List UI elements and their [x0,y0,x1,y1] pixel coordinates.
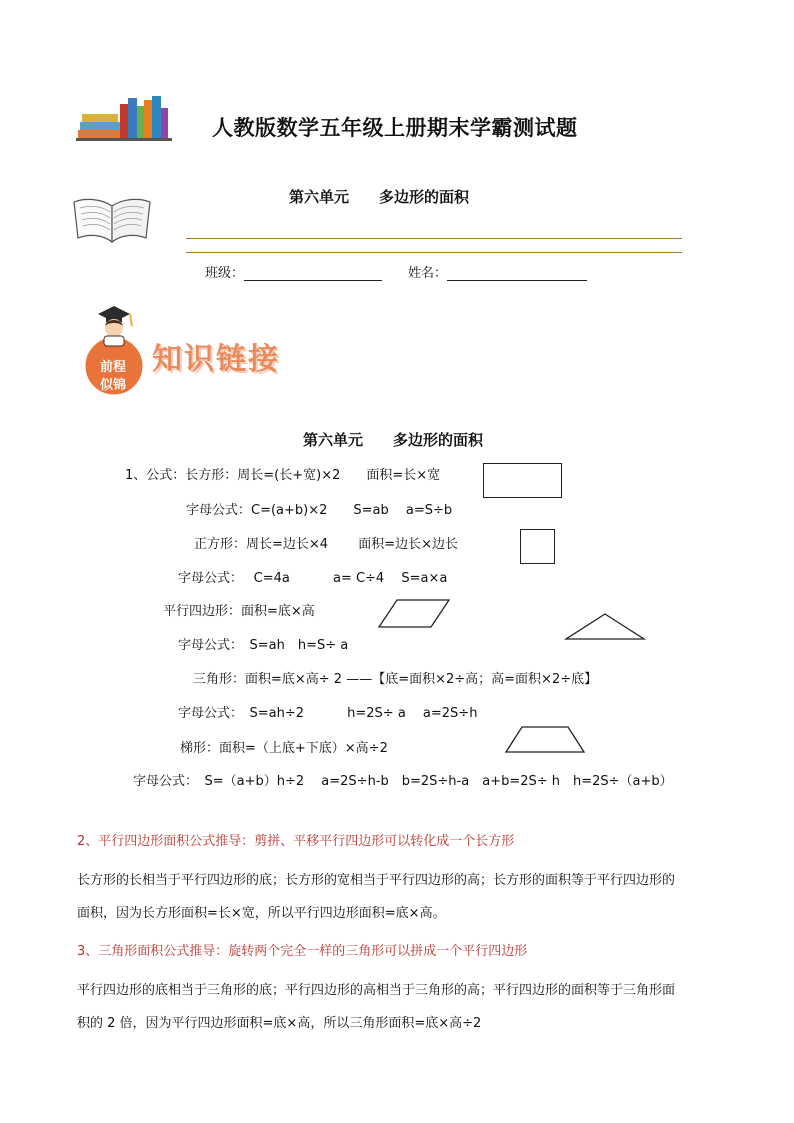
square-shape [520,529,555,564]
divider-line [186,238,682,239]
trapezoid-letter-formula: 字母公式： S=（a+b）h÷2 a=2S÷h-b b=2S÷h-a a+b=2S÷ h h=2S÷（a+b） [133,774,673,789]
parallelogram-letter-formula: 字母公式： S=ah h=S÷ a [178,638,349,653]
name-input[interactable] [447,266,587,281]
books-logo-icon [76,94,176,142]
triangle-derivation-title: 3、三角形面积公式推导：旋转两个完全一样的三角形可以拼成一个平行四边形 [77,944,528,959]
parallelogram-formula: 平行四边形：面积=底×高 [163,604,315,619]
knowledge-link-heading: 知识链接 [152,342,280,377]
triangle-letter-formula: 字母公式： S=ah÷2 h=2S÷ a a=2S÷h [178,706,478,721]
parallelogram-derivation-text: 面积，因为长方形面积=长×宽，所以平行四边形面积=底×高。 [77,906,446,921]
divider-line [186,252,682,253]
unit-name: 多边形的面积 [379,188,470,206]
trapezoid-shape [504,726,586,754]
parallelogram-derivation-title: 2、平行四边形面积公式推导：剪拼、平移平行四边形可以转化成一个长方形 [77,834,515,849]
open-book-icon [70,194,154,246]
trapezoid-formula: 梯形：面积=（上底+下底）×高÷2 [180,741,388,756]
page-title: 人教版数学五年级上册期末学霸测试题 [212,115,578,140]
mascot-badge [76,304,152,400]
triangle-derivation-text: 平行四边形的底相当于三角形的底；平行四边形的高相当于三角形的高；平行四边形的面积等于三角形面 [77,983,676,998]
triangle-shape [564,613,646,641]
section-heading [303,429,483,450]
class-input[interactable] [244,266,382,281]
parallelogram-shape [377,599,451,629]
unit-heading [289,186,469,207]
unit-number: 第六单元 [289,188,350,206]
name-label: 姓名： [408,266,448,281]
name-field [408,262,587,281]
rectangle-shape [483,463,562,498]
parallelogram-derivation-text: 长方形的长相当于平行四边形的底；长方形的宽相当于平行四边形的高；长方形的面积等于平行四边形的 [77,873,676,888]
square-formula: 正方形：周长=边长×4 面积=边长×边长 [194,537,458,552]
section-unit-name: 多边形的面积 [393,431,484,449]
triangle-derivation-text: 积的 2 倍，因为平行四边形面积=底×高，所以三角形面积=底×高÷2 [77,1016,482,1031]
triangle-formula: 三角形：面积=底×高÷ 2 ——【底=面积×2÷高；高=面积×2÷底】 [193,672,598,687]
section-unit: 第六单元 [303,431,364,449]
class-field [205,262,382,281]
square-letter-formula: 字母公式： C=4a a= C÷4 S=a×a [178,571,448,586]
rectangle-letter-formula: 字母公式：C=(a+b)×2 S=ab a=S÷b [186,503,453,518]
badge-line-1: 前程 [100,360,127,375]
badge-line-2: 似锦 [100,378,127,393]
class-label: 班级： [205,266,245,281]
rectangle-formula: 1、公式：长方形：周长=(长+宽)×2 面积=长×宽 [125,468,441,483]
